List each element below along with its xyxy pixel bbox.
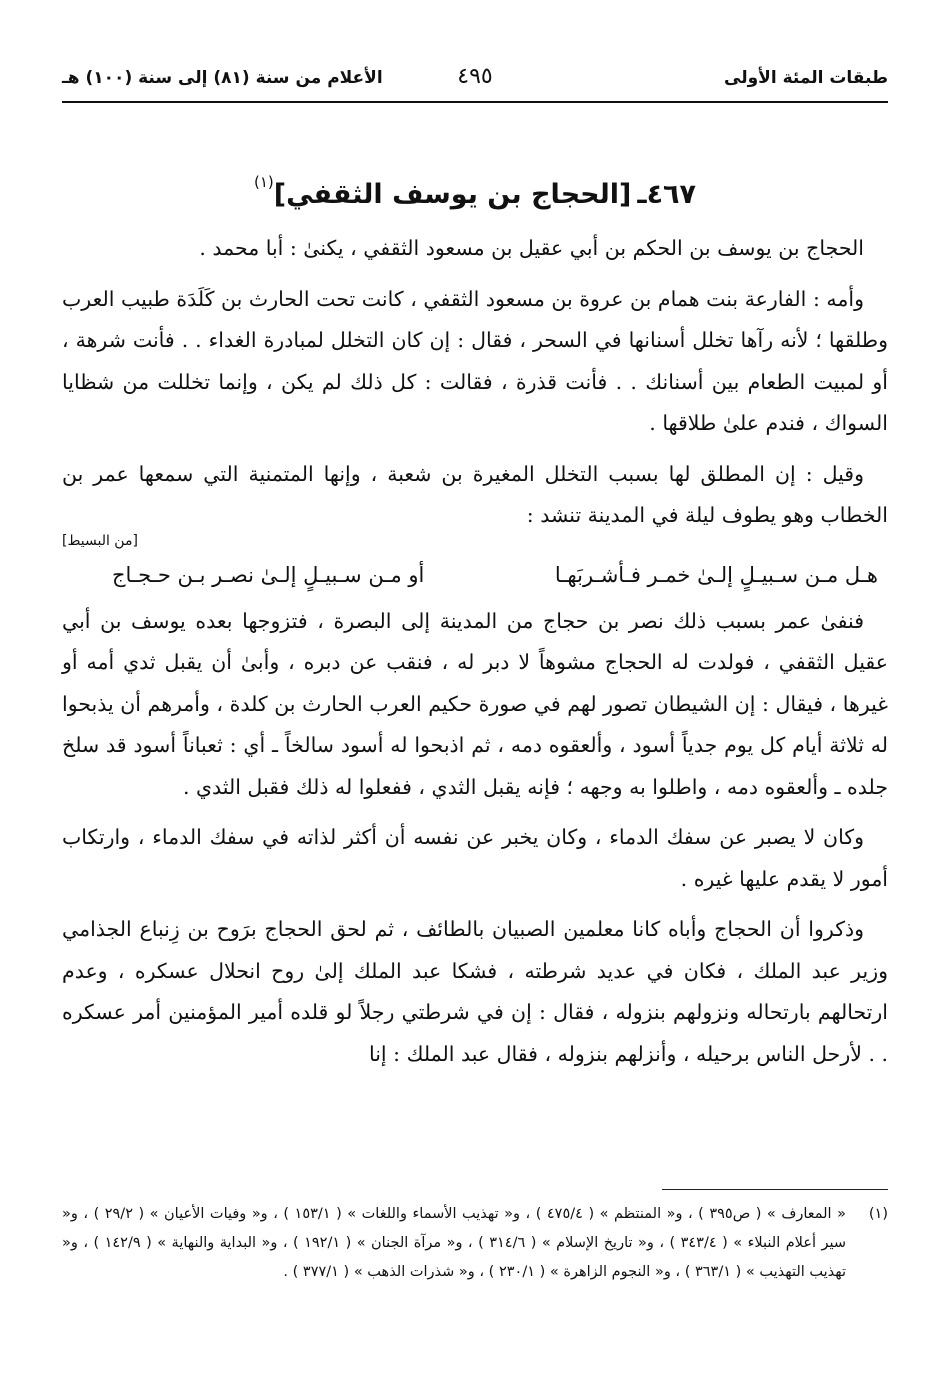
entry-title: [الحجاج بن يوسف الثقفي] (273, 179, 632, 210)
footnote-reference: (١) (253, 173, 274, 191)
paragraph: الحجاج بن يوسف بن الحكم بن أبي عقيل بن مسعود الثقفي ، يكنىٰ : أبا محمد . (199, 236, 864, 260)
poetic-meter-label: [من البسيط] (62, 532, 138, 549)
header-rule (62, 101, 888, 103)
entry-number: ٤٦٧ـ (637, 179, 697, 210)
footnote-text: « المعارف » ( ص٣٩٥ ) ، و« المنتظم » ( ٤٧٥/٤ ) ، و« تهذيب الأسماء واللغات » ( ١٥٣/١ ) ، و« وفيات الأعيان » ( ٢٩/٢ ) ، و« سير أعلام النبلاء » ( ٣٤٣/٤ ) ، و« تاريخ الإسلام » ( ٣١٤/٦ ) ، و« مرآة الجنان » ( ١٩٢/١ ) ، و« البداية والنهاية » ( ١٤٢/٩ ) ، و« تهذيب التهذيب » ( ٣٦٣/١ ) ، و« النجوم الزاهرة » ( ٢٣٠/١ ) ، و« شذرات الذهب » ( ٣٧٧/١ ) . (62, 1206, 846, 1280)
header-section-title: الأعلام من سنة (٨١) إلى سنة (١٠٠) هـ (62, 68, 383, 88)
header-book-title: طبقات المئة الأولى (724, 68, 888, 88)
page-number: ٤٩٥ (457, 64, 493, 89)
footnote-rule (662, 1189, 888, 1190)
paragraph: وذكروا أن الحجاج وأباه كانا معلمين الصبيان بالطائف ، ثم لحق الحجاج برَوح بن زِنباع الجذامي وزير عبد الملك ، فكان في عديد شرطته ، فشكا عبد الملك إلىٰ روح انحلال عسكره ، وعدم ارتحالهم بارتحاله ونزولهم بنزوله ، فقال : إن في شرطتي رجلاً لو قلده أمير المؤمنين أمر عسكره . . لأرحل الناس برحيله ، وأنزلهم بنزوله ، فقال عبد الملك : إنا (62, 917, 888, 1066)
verse-first-hemistich: هـل مـن سـبيـلٍ إلـىٰ خمـر فـأشـربَهـا (554, 562, 878, 587)
paragraph: فنفىٰ عمر بسبب ذلك نصر بن حجاج من المدينة إلى البصرة ، فتزوجها بعده يوسف بن أبي عقيل الثقفي ، فولدت له الحجاج مشوهاً لا دبر له ، فنقب عن دبره ، وأبىٰ أن يقبل ثدي أمه أو غيرها ، فيقال : إن الشيطان تصور لهم في صورة حكيم العرب الحارث بن كلدة ، وأمرهم أن يذبحوا له ثلاثة أيام كل يوم جدياً أسود ، وألعقوه دمه ، ثم اذبحوا له أسود سالخاً ـ أي : ثعباناً أسود قد سلخ جلده ـ وألعقوه دمه ، واطلوا به وجهه ؛ فإنه يقبل الثدي ، ففعلوا له ذلك فقبل الثدي . (62, 608, 888, 799)
paragraph: وقيل : إن المطلق لها بسبب التخلل المغيرة بن شعبة ، وإنها المتمنية التي سمعها عمر بن الخطاب وهو يطوف ليلة في المدينة تنشد : (62, 461, 888, 527)
body-text (62, 228, 888, 1084)
footnote (62, 1200, 888, 1287)
verse-second-hemistich: أو مـن سـبيـلٍ إلـىٰ نصـر بـن حـجـاج (112, 562, 425, 587)
verse (62, 549, 888, 599)
entry-heading (62, 160, 888, 217)
running-header (62, 64, 888, 96)
paragraph: وكان لا يصبر عن سفك الدماء ، وكان يخبر عن نفسه أن أكثر لذاته في سفك الدماء ، وارتكاب أمور لا يقدم عليها غيره . (62, 825, 888, 891)
meter-line (62, 521, 888, 549)
footnote-marker: (١) (868, 1206, 888, 1222)
paragraph: وأمه : الفارعة بنت همام بن عروة بن مسعود الثقفي ، كانت تحت الحارث بن كَلَدَة طبيب العرب وطلقها ؛ لأنه رآها تخلل أسنانها في السحر ، فقال : إن كان التخلل لمبادرة الغداء . . فأنت شرهة ، أو لمبيت الطعام بين أسنانك . . فأنت قذرة ، فقالت : كل ذلك لم يكن ، وإنما تخللت من شظايا السواك ، فندم علىٰ طلاقها . (62, 286, 888, 435)
